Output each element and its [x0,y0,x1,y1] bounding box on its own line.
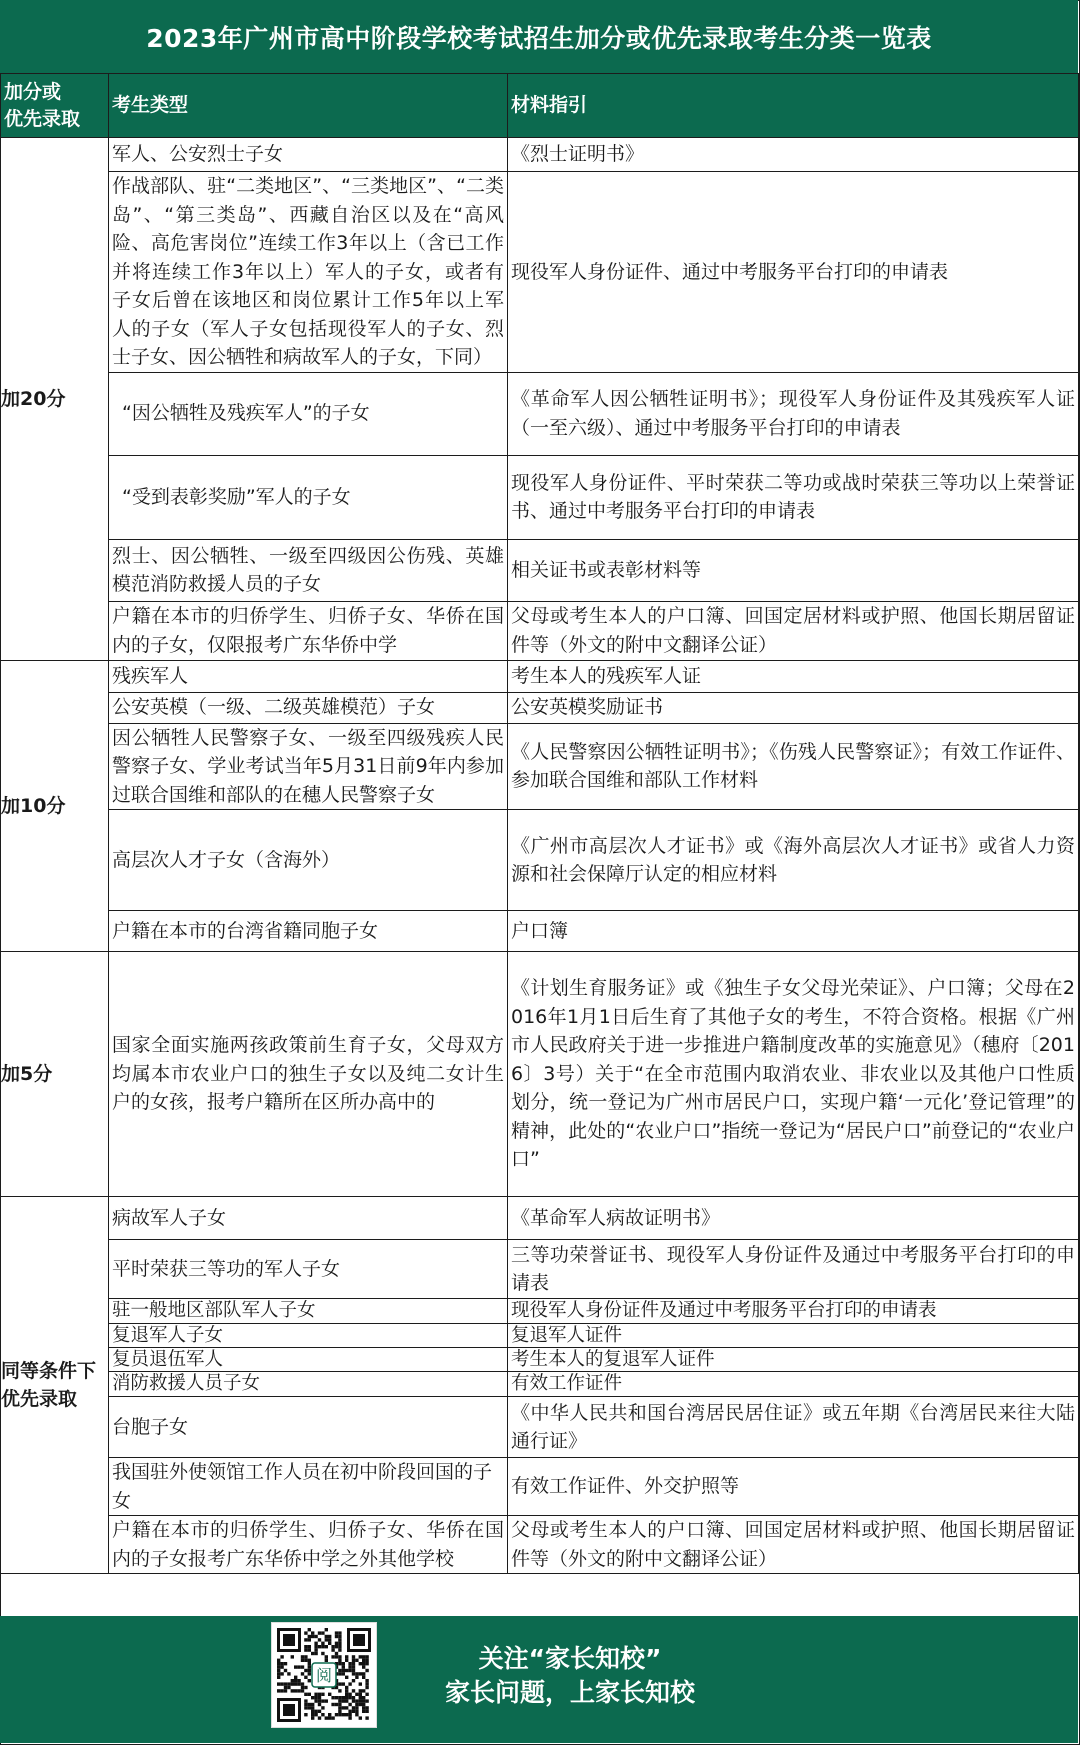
material-cell: 现役军人身份证件、平时荣获二等功或战时荣获三等功以上荣誉证书、通过中考服务平台打印的申请表 [508,455,1079,539]
type-cell: 驻一般地区部队军人子女 [109,1299,508,1324]
footer-banner [0,1616,1078,1743]
type-cell: 户籍在本市的归侨学生、归侨子女、华侨在国内的子女报考广东华侨中学之外其他学校 [109,1516,508,1574]
material-cell: 公安英模奖励证书 [508,692,1079,723]
material-cell: 《烈士证明书》 [508,138,1079,172]
table-row [1,911,1079,952]
table-row [1,1324,1079,1348]
material-cell: 考生本人的复退军人证件 [508,1348,1079,1372]
material-cell: 考生本人的残疾军人证 [508,660,1079,692]
type-cell: 消防救援人员子女 [109,1372,508,1397]
qr-center-glyph: 阅 [315,1666,333,1685]
table-row [1,952,1079,1197]
type-cell: 烈士、因公牺牲、一级至四级因公伤残、英雄模范消防救援人员的子女 [109,539,508,601]
table-row [1,1397,1079,1458]
type-cell: 平时荣获三等功的军人子女 [109,1240,508,1299]
table-row [1,372,1079,455]
material-cell: 父母或考生本人的户口簿、回国定居材料或护照、他国长期居留证件等（外文的附中文翻译公证） [508,601,1079,660]
table-row [1,1240,1079,1299]
table-row [1,455,1079,539]
category-cell-10: 加10分 [1,660,109,952]
header-row [1,74,1079,138]
material-cell: 《计划生育服务证》或《独生子女父母光荣证》、户口簿；父母在2016年1月1日后生育了其他子女的考生，不符合资格。根据《广州市人民政府关于进一步推进户籍制度改革的实施意见》（穗府〔2016〕3号）关于“在全市范围内取消农业、非农业以及其他户口性质划分，统一登记为广州市居民户口，实现户籍‘一元化’登记管理”的精神，此处的“农业户口”指统一登记为“居民户口”前登记的“农业户口” [508,952,1079,1197]
type-cell: 公安英模（一级、二级英雄模范）子女 [109,692,508,723]
table-row [1,660,1079,692]
type-cell: 复退军人子女 [109,1324,508,1348]
table-row [1,601,1079,660]
material-cell: 父母或考生本人的户口簿、回国定居材料或护照、他国长期居留证件等（外文的附中文翻译公证） [508,1516,1079,1574]
table-row [1,1197,1079,1240]
type-cell: “因公牺牲及残疾军人”的子女 [109,372,508,455]
table-row [1,539,1079,601]
type-cell: “受到表彰奖励”军人的子女 [109,455,508,539]
table-row [1,1348,1079,1372]
type-cell: 户籍在本市的归侨学生、归侨子女、华侨在国内的子女，仅限报考广东华侨中学 [109,601,508,660]
material-cell: 有效工作证件、外交护照等 [508,1458,1079,1516]
type-cell: 我国驻外使领馆工作人员在初中阶段回国的子女 [109,1458,508,1516]
table-row [1,810,1079,911]
table-row [1,1372,1079,1397]
type-cell: 复员退伍军人 [109,1348,508,1372]
page-title: 2023年广州市高中阶段学校考试招生加分或优先录取考生分类一览表 [0,0,1078,73]
type-cell: 高层次人才子女（含海外） [109,810,508,911]
material-cell: 现役军人身份证件及通过中考服务平台打印的申请表 [508,1299,1079,1324]
material-cell: 《人民警察因公牺牲证明书》；《伤残人民警察证》；有效工作证件、参加联合国维和部队工作材料 [508,723,1079,810]
material-cell: 《革命军人因公牺牲证明书》；现役军人身份证件及其残疾军人证（一至六级）、通过中考服务平台打印的申请表 [508,372,1079,455]
material-cell: 复退军人证件 [508,1324,1079,1348]
footer-line1: 关注“家长知校” [478,1644,662,1673]
table-row [1,1458,1079,1516]
header-category-line2: 优先录取 [4,107,81,130]
header-type: 考生类型 [109,74,508,138]
table-row [1,1516,1079,1574]
type-cell: 病故军人子女 [109,1197,508,1240]
material-cell: 《革命军人病故证明书》 [508,1197,1079,1240]
footer-text [420,1642,720,1710]
category-cell-5: 加5分 [1,952,109,1197]
type-cell: 作战部队、驻“二类地区”、“三类地区”、“二类岛”、“第三类岛”、西藏自治区以及在“高风险、高危害岗位”连续工作3年以上（含已工作并将连续工作3年以上）军人的子女，或者有子女后曾在该地区和岗位累计工作5年以上军人的子女（军人子女包括现役军人的子女、烈士子女、因公牺牲和病故军人的子女，下同） [109,172,508,373]
type-cell: 因公牺牲人民警察子女、一级至四级残疾人民警察子女、学业考试当年5月31日前9年内参加过联合国维和部队的在穗人民警察子女 [109,723,508,810]
qr-code[interactable] [271,1622,377,1728]
type-cell: 国家全面实施两孩政策前生育子女，父母双方均属本市农业户口的独生子女以及纯二女计生户的女孩，报考户籍所在区所办高中的 [109,952,508,1197]
material-cell: 有效工作证件 [508,1372,1079,1397]
table-row [1,1299,1079,1324]
priority-label-line1: 同等条件下 [1,1359,97,1382]
material-cell: 户口簿 [508,911,1079,952]
qr-code-graphic [272,1623,376,1727]
material-cell: 相关证书或表彰材料等 [508,539,1079,601]
table-row [1,723,1079,810]
type-cell: 台胞子女 [109,1397,508,1458]
table-row [1,138,1079,172]
type-cell: 残疾军人 [109,660,508,692]
footer-line2: 家长问题，上家长知校 [444,1678,695,1707]
category-cell-20: 加20分 [1,138,109,661]
priority-label-line2: 优先录取 [1,1388,78,1410]
table-row [1,692,1079,723]
material-cell: 《中华人民共和国台湾居民居住证》或五年期《台湾居民来往大陆通行证》 [508,1397,1079,1458]
material-cell: 三等功荣誉证书、现役军人身份证件及通过中考服务平台打印的申请表 [508,1240,1079,1299]
header-category [1,74,109,138]
enrollment-table [0,73,1079,1574]
header-category-line1: 加分或 [4,80,62,103]
table-row [1,172,1079,373]
category-cell-priority [1,1197,109,1574]
material-cell: 现役军人身份证件、通过中考服务平台打印的申请表 [508,172,1079,373]
header-material: 材料指引 [508,74,1079,138]
type-cell: 军人、公安烈士子女 [109,138,508,172]
type-cell: 户籍在本市的台湾省籍同胞子女 [109,911,508,952]
material-cell: 《广州市高层次人才证书》或《海外高层次人才证书》或省人力资源和社会保障厅认定的相应材料 [508,810,1079,911]
